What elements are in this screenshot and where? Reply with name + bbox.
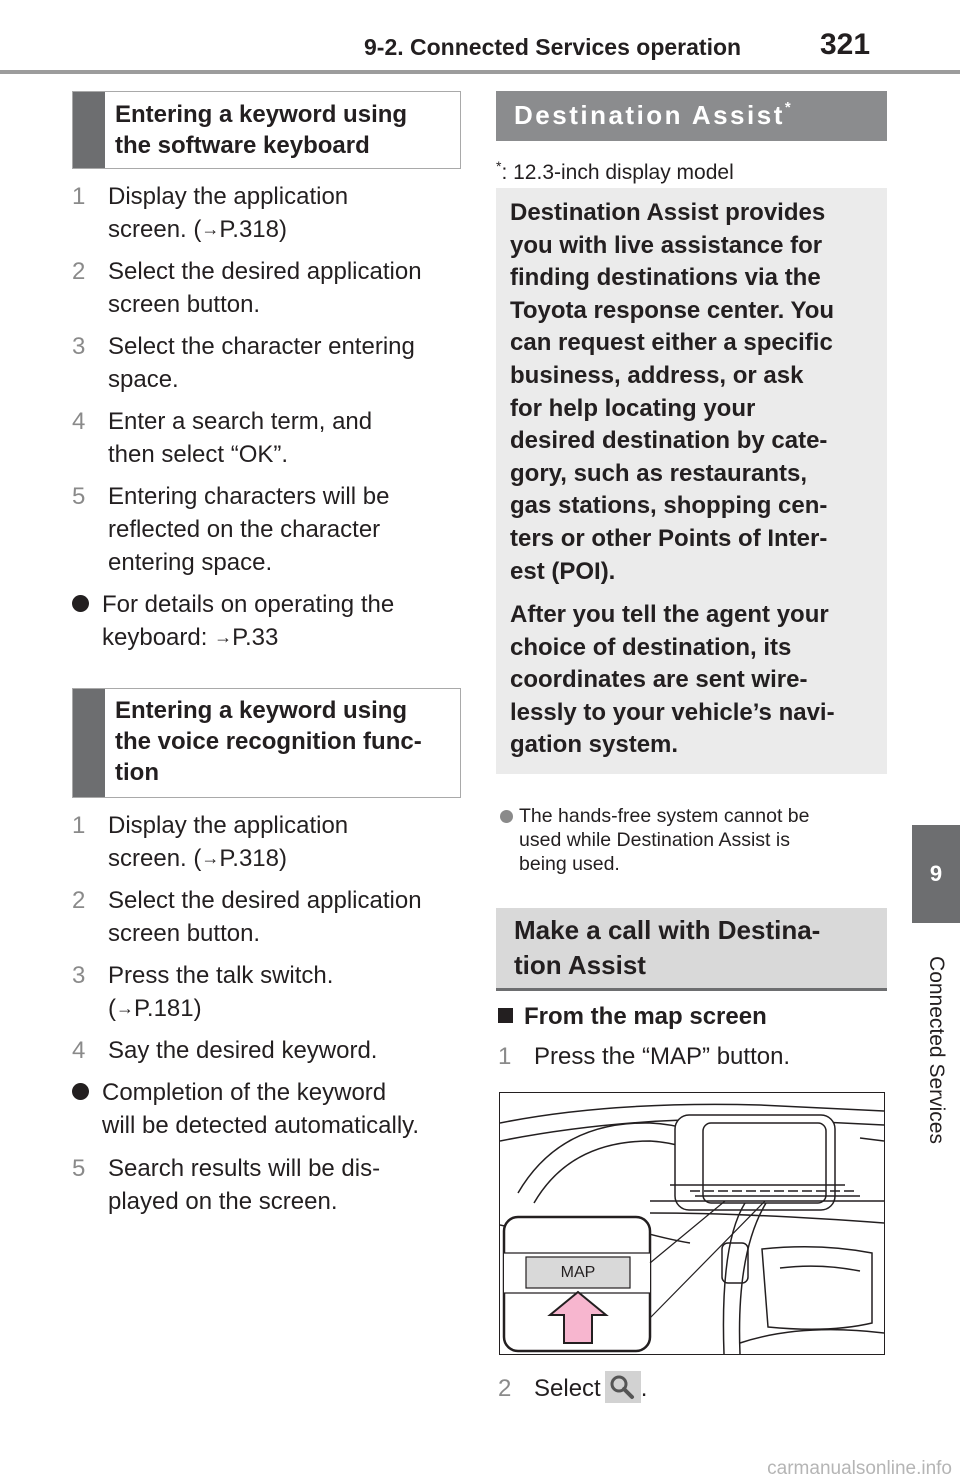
- panel-line: coordinates are sent wire-: [510, 666, 808, 694]
- bullet-dot: [72, 1083, 89, 1100]
- panel-line: Toyota response center. You: [510, 296, 835, 324]
- dashboard-illustration: [499, 1092, 885, 1355]
- step-text: ): [193, 995, 202, 1022]
- step-text: played on the screen.: [108, 1188, 338, 1215]
- panel-line: est (POI).: [510, 557, 616, 585]
- panel-line: choice of destination, its: [510, 633, 792, 661]
- step-text: screen button.: [108, 920, 261, 947]
- panel-line: gory, such as restaurants,: [510, 459, 807, 487]
- page-number: 321: [820, 28, 871, 61]
- step-number: 5: [72, 483, 86, 510]
- map-screen-subheading: [498, 1003, 767, 1031]
- note-dot: [500, 810, 513, 823]
- destination-assist-panel: [496, 188, 887, 774]
- step-number: 4: [72, 408, 86, 435]
- panel-line: for help locating your: [510, 394, 756, 422]
- panel-line: After you tell the agent your: [510, 601, 829, 628]
- step-text: screen. (: [108, 845, 202, 872]
- step-text: Select the character entering: [108, 333, 415, 360]
- panel-line: gas stations, shopping cen-: [510, 492, 828, 520]
- heading-line: the software keyboard: [115, 132, 370, 159]
- footnote-mark: *: [784, 99, 791, 117]
- bullet-text: Completion of the keyword: [102, 1079, 387, 1106]
- heading-bar: [73, 689, 105, 797]
- panel-line: Destination Assist provides: [510, 199, 826, 226]
- step-text: Say the desired keyword.: [108, 1037, 378, 1064]
- step-text: then select “OK”.: [108, 441, 289, 468]
- step-text: .: [640, 1375, 648, 1402]
- step-number: 5: [72, 1155, 86, 1182]
- step-text: Select the desired application: [108, 887, 422, 914]
- heading-bar: [73, 92, 105, 168]
- heading-line: Make a call with Destina-: [514, 915, 821, 945]
- step-number: 3: [72, 333, 86, 360]
- step-text: ): [279, 845, 287, 872]
- step-number: 3: [72, 962, 86, 989]
- page-ref-link[interactable]: P.318: [219, 216, 279, 243]
- note-line: The hands-free system cannot be: [519, 805, 810, 827]
- panel-line: you with live assistance for: [510, 231, 823, 259]
- step-text: (: [108, 995, 116, 1022]
- note-line: used while Destination Assist is: [519, 829, 790, 851]
- step-text: Display the application: [108, 183, 349, 210]
- step-text: Display the application: [108, 812, 349, 839]
- step-number: 1: [498, 1043, 512, 1070]
- footnote: [496, 158, 734, 185]
- heading-line: tion Assist: [514, 950, 646, 980]
- subheading-text: From the map screen: [524, 1003, 767, 1030]
- bullet-text: will be detected automatically.: [102, 1112, 420, 1139]
- page-ref-link[interactable]: P.181: [134, 995, 194, 1022]
- bullet-text: keyboard:: [102, 624, 215, 651]
- heading-line: Entering a keyword using: [115, 101, 408, 128]
- panel-line: desired destination by cate-: [510, 427, 828, 455]
- step-text: screen. (: [108, 216, 202, 243]
- step-text: ): [279, 216, 287, 243]
- step-number: 4: [72, 1037, 86, 1064]
- arrow-right-icon: →: [214, 627, 233, 647]
- panel-line: business, address, or ask: [510, 361, 804, 389]
- panel-line: gation system.: [510, 731, 679, 759]
- panel-line: lessly to your vehicle’s navi-: [510, 698, 835, 726]
- arrow-right-icon: →: [201, 848, 220, 868]
- panel-line: ters or other Points of Inter-: [510, 524, 828, 552]
- heading-line: the voice recognition func-: [115, 728, 422, 755]
- step-text: Entering characters will be: [108, 483, 390, 510]
- page-ref-link[interactable]: P.33: [232, 624, 279, 651]
- footnote-text: : 12.3-inch display model: [501, 161, 734, 184]
- bullet-dot: [72, 595, 89, 612]
- step-text: screen button.: [108, 291, 261, 318]
- bullet-text: For details on operating the: [102, 591, 395, 618]
- step-text: Select: [534, 1375, 601, 1402]
- heading-line: Entering a keyword using: [115, 697, 408, 724]
- section-title: 9-2. Connected Services operation: [364, 34, 742, 60]
- header-rule: [0, 70, 960, 74]
- step-number: 2: [72, 887, 86, 914]
- step-text: entering space.: [108, 549, 273, 576]
- destination-assist-heading: [496, 91, 887, 141]
- heading-text: Destination Assist: [514, 100, 785, 130]
- panel-line: can request either a specific: [510, 329, 833, 357]
- watermark: carmanualsonline.info: [767, 1458, 952, 1479]
- map-button-label[interactable]: MAP: [560, 1264, 596, 1281]
- make-call-heading: [496, 908, 887, 991]
- step-text: Search results will be dis-: [108, 1155, 381, 1182]
- chapter-tab[interactable]: 9: [912, 825, 960, 923]
- note-line: being used.: [519, 853, 620, 875]
- square-bullet-icon: [498, 1008, 513, 1023]
- step-number: 2: [72, 258, 86, 285]
- step-text: space.: [108, 366, 179, 393]
- arrow-right-icon: →: [116, 998, 134, 1018]
- page-ref-link[interactable]: P.318: [219, 845, 279, 872]
- arrow-right-icon: →: [201, 219, 220, 239]
- step-number: 1: [72, 812, 86, 839]
- chapter-label: Connected Services: [925, 956, 948, 1144]
- software-keyboard-heading: [72, 91, 461, 169]
- heading-line: tion: [115, 759, 159, 786]
- step-number: 2: [498, 1375, 512, 1402]
- step-text: Select the desired application: [108, 258, 422, 285]
- step-number: 1: [72, 183, 86, 210]
- footnote-mark: *: [496, 158, 502, 174]
- voice-recognition-heading: [72, 688, 461, 798]
- search-icon[interactable]: [605, 1371, 641, 1403]
- panel-line: finding destinations via the: [510, 264, 821, 292]
- step-text: Press the talk switch.: [108, 962, 334, 989]
- step-text: reflected on the character: [108, 516, 381, 543]
- dashboard-drawing: [500, 1093, 884, 1354]
- step-text: Press the “MAP” button.: [534, 1043, 791, 1070]
- step-text: Enter a search term, and: [108, 408, 373, 435]
